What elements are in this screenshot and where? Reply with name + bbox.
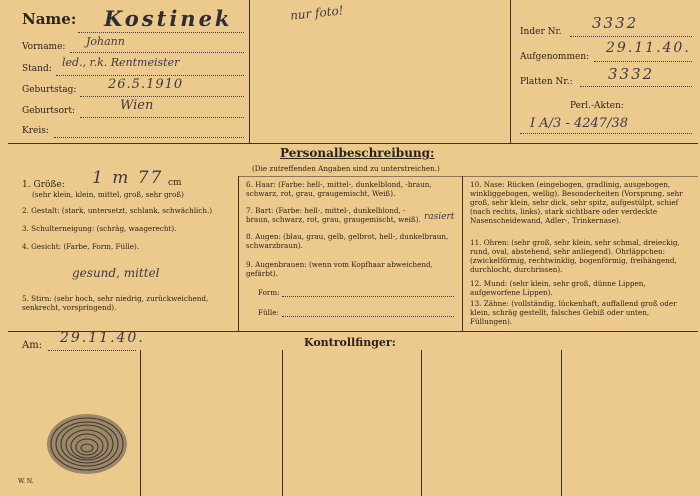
augenbrauen-text: 9. Augenbrauen: (wenn vom Kopfhaar abweichend, gefärbt). — [246, 260, 433, 278]
grosse-unit: cm — [168, 178, 182, 188]
divider-subtitle — [238, 176, 698, 177]
name-label: Name: — [22, 10, 77, 28]
am-dotted-line — [48, 350, 136, 351]
name-value: Kostinek — [104, 6, 233, 31]
ohren-text: 11. Ohren: (sehr groß, sehr klein, sehr schmal, dreieckig, rund, oval, abstehend, sehr anliegend). Ohrläppchen: (zwickelförmig, rechtwinklig, bogenförmig, freihängend, durchlocht, durchrissen). — [470, 238, 680, 274]
geburtstag-label: Geburtstag: — [22, 85, 77, 95]
divider-finger-1 — [140, 350, 141, 496]
geburtsort-label: Geburtsort: — [22, 106, 75, 116]
aufgenommen-dotted-line — [594, 61, 692, 62]
bart-text: 7. Bart: (Farbe: hell-, mittel-, dunkelblond, -braun, schwarz, rot, grau, graugemischt, weiß). — [246, 206, 421, 224]
augen-text: 8. Augen: (blau, grau, gelb, gelbrot, hell-, dunkelbraun, schwarzbraun). — [246, 232, 449, 250]
aufgenommen-label: Aufgenommen: — [520, 52, 590, 62]
vorname-value: Johann — [86, 35, 125, 48]
vorname-label: Vorname: — [22, 42, 66, 52]
kreis-label: Kreis: — [22, 126, 49, 136]
fingerprint-image — [44, 404, 130, 476]
bart-value: rasiert — [424, 212, 455, 222]
schulterneigung-text: 3. Schulterneigung: (schräg, waagerecht). — [22, 224, 177, 233]
geburtstag-value: 26.5.1910 — [108, 77, 184, 92]
divider-header-left — [249, 0, 250, 143]
gestalt-text: 2. Gestalt: (stark, untersetzt, schlank, schwächlich.) — [22, 206, 213, 215]
printer-mark: W. N. — [18, 478, 34, 485]
stirn-text: 5. Stirn: (sehr hoch, sehr niedrig, zurückweichend, senkrecht, vorspringend). — [22, 294, 209, 312]
divider-finger-2 — [282, 350, 283, 496]
platten-value: 3332 — [608, 65, 655, 83]
grosse-options: (sehr klein, klein, mittel, groß, sehr groß) — [32, 190, 184, 199]
name-dotted-line — [78, 32, 244, 33]
fuelle-dotted-line — [282, 316, 454, 317]
divider-finger-4 — [561, 350, 562, 496]
kreis-dotted-line — [54, 137, 244, 138]
form-label: Form: — [258, 288, 280, 297]
control-title: Kontrollfinger: — [304, 336, 396, 349]
divider-personal-left — [238, 176, 239, 331]
divider-top — [8, 143, 698, 144]
nase-text: 10. Nase: Rücken (eingebogen, gradlinig, ausgebogen, winkliggebogen, wellig). Besonderheiten (Vorsprung, sehr groß, sehr klein, sehr dick, sehr spitz, aufgestülpt, schief (nach rechts, links), stark sichtbare oder verdeckte Nasenscheidewand, Adler-, Trinkernase). — [470, 180, 683, 225]
geburtstag-dotted-line — [80, 96, 244, 97]
divider-finger-3 — [421, 350, 422, 496]
stand-dotted-line — [56, 75, 244, 76]
inder-dotted-line — [570, 36, 692, 37]
divider-header-right — [510, 0, 511, 143]
zaehne-text: 13. Zähne: (vollständig, lückenhaft, auffallend groß oder klein, schräg gestellt, falsches Gebiß oder unten, Füllungen). — [470, 299, 677, 326]
inder-value: 3332 — [592, 14, 639, 32]
geburtsort-dotted-line — [80, 117, 244, 118]
platten-dotted-line — [580, 86, 692, 87]
am-label: Am: — [22, 340, 43, 351]
inder-label: Inder Nr. — [520, 27, 562, 37]
aufgenommen-value: 29.11.40. — [606, 40, 691, 56]
stand-value: led., r.k. Rentmeister — [62, 56, 180, 69]
fuelle-label: Fülle: — [258, 308, 279, 317]
divider-personal-right — [462, 176, 463, 331]
stand-label: Stand: — [22, 64, 52, 74]
personal-title: Personalbeschreibung: — [280, 146, 435, 160]
mund-text: 12. Mund: (sehr klein, sehr groß, dünne Lippen, aufgeworfene Lippen). — [470, 279, 646, 297]
am-value: 29.11.40. — [60, 330, 145, 346]
vorname-dotted-line — [70, 52, 244, 53]
perl-akten-label: Perl.-Akten: — [570, 101, 624, 111]
grosse-label: 1. Größe: — [22, 180, 65, 190]
perl-akten-dotted-line — [520, 133, 692, 134]
geburtsort-value: Wien — [120, 98, 154, 113]
gesicht-value: gesund, mittel — [72, 266, 160, 280]
form-dotted-line — [282, 296, 454, 297]
gesicht-text: 4. Gesicht: (Farbe, Form, Fülle). — [22, 242, 140, 251]
note-value: nur foto! — [289, 3, 345, 23]
perl-akten-value: I A/3 - 4247/38 — [530, 116, 628, 131]
haar-text: 6. Haar: (Farbe: hell-, mittel-, dunkelblond, -braun, schwarz, rot, grau, graugemischt, Weiß). — [246, 180, 432, 198]
platten-label: Platten Nr.: — [520, 77, 573, 87]
personal-subtitle: (Die zutreffenden Angaben sind zu unterstreichen.) — [252, 164, 440, 173]
grosse-value: 1 m 77 — [92, 168, 164, 188]
